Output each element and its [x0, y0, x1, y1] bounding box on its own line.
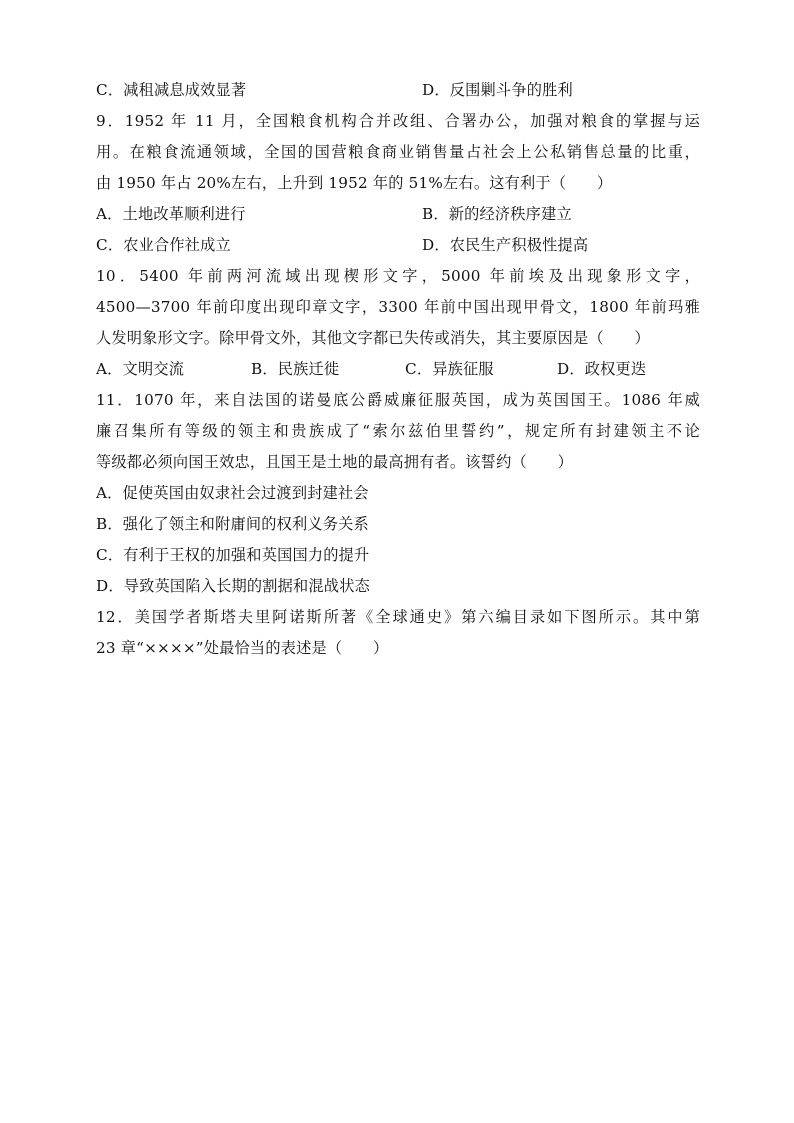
q9-stem-line-1: 9．1952 年 11 月，全国粮食机构合并改组、合署办公，加强对粮食的掌握与运: [96, 112, 700, 130]
q11-option-a[interactable]: A．促使英国由奴隶社会过渡到封建社会: [96, 484, 369, 502]
q10-stem-line-1: 10．5400 年前两河流域出现楔形文字，5000 年前埃及出现象形文字，: [96, 267, 700, 285]
q11-stem-line-2: 廉召集所有等级的领主和贵族成了“索尔兹伯里誓约”，规定所有封建领主不论: [96, 422, 700, 440]
q9-option-b[interactable]: B．新的经济秩序建立: [422, 205, 572, 223]
q11-option-c[interactable]: C．有利于王权的加强和英国国力的提升: [96, 546, 370, 564]
q10-options: [96, 354, 700, 385]
q8-option-c[interactable]: C．减租减息成效显著: [96, 81, 247, 99]
q11-stem-line-1: 11．1070 年，来自法国的诺曼底公爵威廉征服英国，成为英国国王。1086 年威: [96, 391, 700, 409]
q8-options-cd: [96, 75, 700, 106]
q12-stem-line-1: 12．美国学者斯塔夫里阿诺斯所著《全球通史》第六编目录如下图所示。其中第: [96, 608, 700, 626]
q11-option-d[interactable]: D．导致英国陷入长期的割据和混战状态: [96, 577, 370, 595]
q10-stem-line-2: 4500—3700 年前印度出现印章文字，3300 年前中国出现甲骨文，1800 年前玛雅: [96, 298, 700, 316]
q11-stem-line-3: 等级都必须向国王效忠，且国王是土地的最高拥有者。该誓约（ ）: [96, 453, 574, 471]
q9-option-c[interactable]: C．农业合作社成立: [96, 236, 231, 254]
q9-options-cd: [96, 230, 700, 261]
q10-option-a[interactable]: A．文明交流: [96, 360, 185, 378]
q9-option-d[interactable]: D．农民生产积极性提高: [422, 236, 589, 254]
q10-option-b[interactable]: B．民族迁徙: [251, 360, 340, 378]
q9-stem-line-2: 用。在粮食流通领域，全国的国营粮食商业销售量占社会上公私销售总量的比重，: [96, 143, 700, 161]
q9-option-a[interactable]: A．土地改革顺利进行: [96, 205, 246, 223]
q10-stem-line-3: 人发明象形文字。除甲骨文外，其他文字都已失传或消失，其主要原因是（ ）: [96, 329, 650, 347]
q11-option-b[interactable]: B．强化了领主和附庸间的权利义务关系: [96, 515, 369, 533]
q9-stem-line-3: 由 1950 年占 20%左右，上升到 1952 年的 51%左右。这有利于（ ）: [96, 174, 613, 192]
q8-option-d[interactable]: D．反围剿斗争的胜利: [422, 81, 573, 99]
q10-option-c[interactable]: C．异族征服: [405, 360, 494, 378]
q12-stem-line-2: 23 章“××××”处最恰当的表述是（ ）: [96, 639, 389, 657]
q10-option-d[interactable]: D．政权更迭: [557, 360, 647, 378]
question-content: [96, 75, 700, 664]
q9-options-ab: [96, 199, 700, 230]
